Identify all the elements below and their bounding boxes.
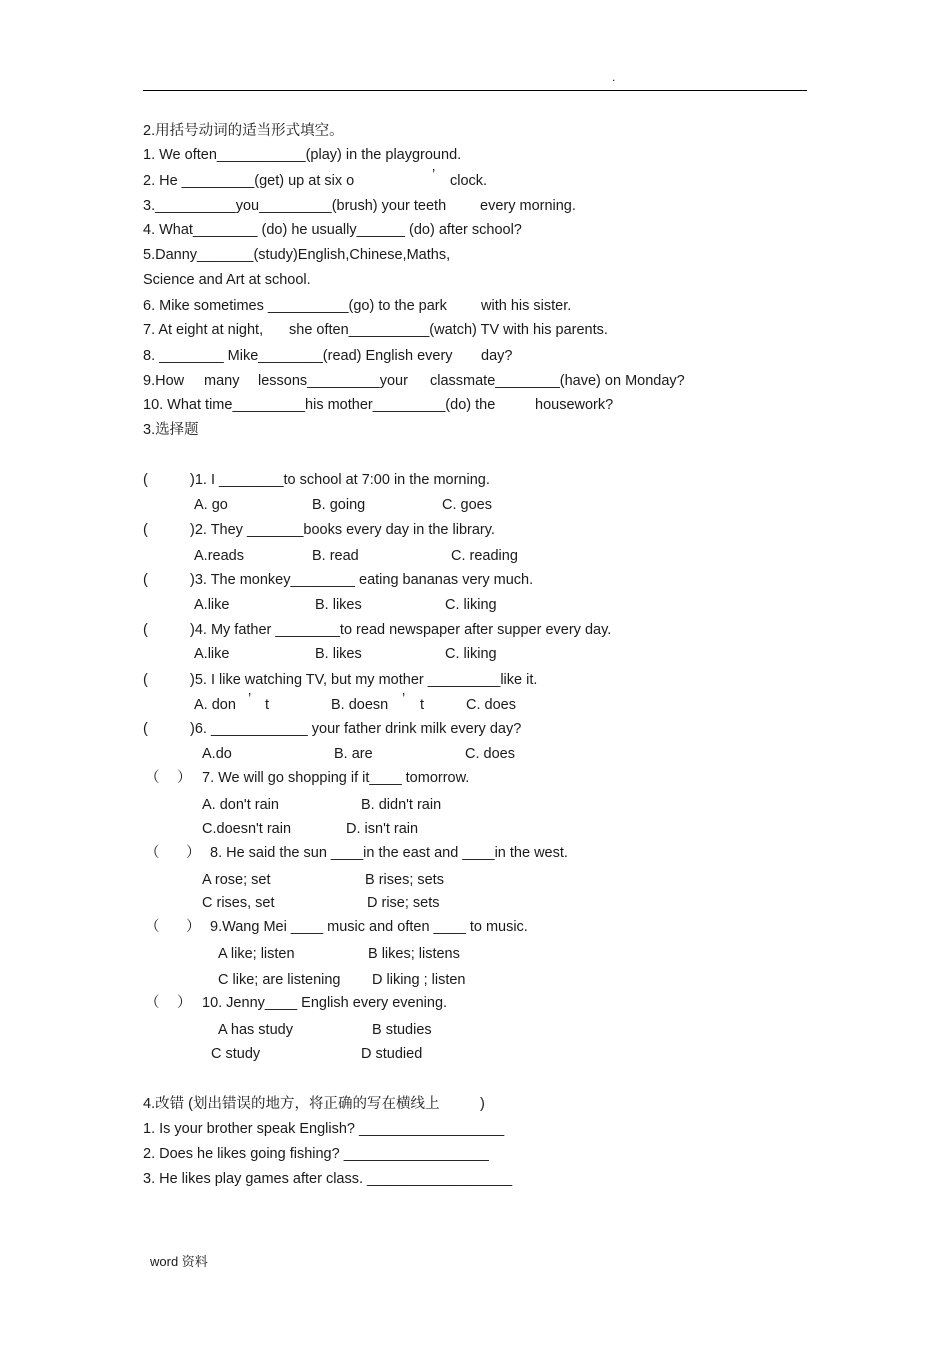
q4-option-c: C. liking bbox=[445, 646, 497, 662]
s4-line-2: 2. Does he likes going fishing? __________________ bbox=[143, 1146, 489, 1162]
q1-option-a: A. go bbox=[194, 497, 228, 513]
q10-option-b: B studies bbox=[372, 1022, 432, 1038]
q6-stem: )6. ____________ your father drink milk every day? bbox=[190, 721, 522, 737]
q4-paren: ( bbox=[143, 622, 148, 638]
s2-line-5b: Science and Art at school. bbox=[143, 272, 311, 288]
q4-stem: )4. My father ________to read newspaper after supper every day. bbox=[190, 622, 612, 638]
q7-paren-open: （ bbox=[145, 770, 160, 786]
s2-line-6: 6. Mike sometimes __________(go) to the park bbox=[143, 298, 447, 314]
q6-option-a: A.do bbox=[202, 746, 232, 762]
q5-option-a: A. don bbox=[194, 697, 236, 713]
s2-line-9-c: lessons_________your bbox=[258, 373, 408, 389]
q5-option-c: C. does bbox=[466, 697, 516, 713]
s4-line-1: 1. Is your brother speak English? __________________ bbox=[143, 1121, 505, 1137]
s2-line-10-end: housework? bbox=[535, 397, 614, 413]
s2-line-7-end: she often__________(watch) TV with his parents. bbox=[289, 322, 608, 338]
q7-option-c: C.doesn't rain bbox=[202, 821, 292, 837]
q9-stem: 9.Wang Mei ____ music and often ____ to music. bbox=[210, 919, 528, 935]
s2-line-2: 2. He _________(get) up at six o bbox=[143, 173, 355, 189]
q2-paren: ( bbox=[143, 522, 148, 538]
q7-option-b: B. didn't rain bbox=[361, 797, 442, 813]
q10-option-c: C study bbox=[211, 1046, 261, 1062]
q2-option-c: C. reading bbox=[451, 548, 518, 564]
q7-stem: 7. We will go shopping if it____ tomorrow. bbox=[202, 770, 470, 786]
s2-line-9-b: many bbox=[204, 373, 240, 389]
q3-option-a: A.like bbox=[194, 597, 230, 613]
q5-option-a-end: t bbox=[265, 697, 270, 713]
s2-line-7: 7. At eight at night, bbox=[143, 322, 264, 338]
q10-option-a: A has study bbox=[218, 1022, 293, 1038]
q8-stem: 8. He said the sun ____in the east and ____in the west. bbox=[210, 845, 568, 861]
q10-stem: 10. Jenny____ English every evening. bbox=[202, 995, 448, 1011]
q8-option-a: A rose; set bbox=[202, 872, 271, 888]
q9-paren-open: （ bbox=[145, 919, 160, 935]
q8-option-b: B rises; sets bbox=[365, 872, 444, 888]
s2-line-1: 1. We often___________(play) in the playground. bbox=[143, 147, 462, 163]
q10-paren-close: ） bbox=[177, 995, 192, 1011]
q7-paren-close: ） bbox=[177, 770, 192, 786]
q1-stem: )1. I ________to school at 7:00 in the morning. bbox=[190, 472, 490, 488]
q9-option-a: A like; listen bbox=[218, 946, 295, 962]
q2-option-b: B. read bbox=[312, 548, 359, 564]
s2-line-3-end: every morning. bbox=[480, 198, 576, 214]
s2-line-2-apostrophe: ’ bbox=[432, 167, 436, 183]
q4-option-b: B. likes bbox=[315, 646, 362, 662]
q5-stem: )5. I like watching TV, but my mother _________like it. bbox=[190, 672, 538, 688]
header-rule bbox=[143, 90, 807, 91]
s2-line-4: 4. What________ (do) he usually______ (do) after school? bbox=[143, 222, 522, 238]
q5-paren: ( bbox=[143, 672, 148, 688]
s4-line-3: 3. He likes play games after class. __________________ bbox=[143, 1171, 513, 1187]
q7-option-d: D. isn't rain bbox=[346, 821, 419, 837]
q1-option-c: C. goes bbox=[442, 497, 492, 513]
q9-option-c: C like; are listening bbox=[218, 972, 341, 988]
q3-stem: )3. The monkey________ eating bananas very much. bbox=[190, 572, 534, 588]
q9-option-d: D liking ; listen bbox=[372, 972, 466, 988]
q9-option-b: B likes; listens bbox=[368, 946, 460, 962]
q8-option-d: D rise; sets bbox=[367, 895, 440, 911]
q5-option-a-apostrophe: ’ bbox=[248, 691, 252, 707]
q9-paren-close: ） bbox=[186, 919, 201, 935]
q10-option-d: D studied bbox=[361, 1046, 423, 1062]
q5-option-b-apostrophe: ’ bbox=[402, 691, 406, 707]
q4-option-a: A.like bbox=[194, 646, 230, 662]
q3-option-b: B. likes bbox=[315, 597, 362, 613]
q5-option-b-end: t bbox=[420, 697, 425, 713]
section3-title: 3.选择题 bbox=[143, 422, 199, 438]
section4-title-close: ) bbox=[480, 1096, 485, 1112]
s2-line-9-d: classmate________(have) on Monday? bbox=[430, 373, 685, 389]
q8-paren-close: ） bbox=[186, 845, 201, 861]
q1-paren: ( bbox=[143, 472, 148, 488]
header-dot: . bbox=[612, 70, 616, 84]
q7-option-a: A. don't rain bbox=[202, 797, 279, 813]
q8-option-c: C rises, set bbox=[202, 895, 275, 911]
s2-line-9-a: 9.How bbox=[143, 373, 185, 389]
q2-option-a: A.reads bbox=[194, 548, 244, 564]
q6-option-b: B. are bbox=[334, 746, 373, 762]
q3-option-c: C. liking bbox=[445, 597, 497, 613]
q3-paren: ( bbox=[143, 572, 148, 588]
s2-line-10: 10. What time_________his mother_________(do) the bbox=[143, 397, 496, 413]
q6-option-c: C. does bbox=[465, 746, 515, 762]
s2-line-6-end: with his sister. bbox=[481, 298, 572, 314]
section2-title: 2.用括号动词的适当形式填空。 bbox=[143, 123, 344, 139]
s2-line-8-end: day? bbox=[481, 348, 513, 364]
q2-stem: )2. They _______books every day in the library. bbox=[190, 522, 495, 538]
q5-option-b: B. doesn bbox=[331, 697, 389, 713]
q10-paren-open: （ bbox=[145, 995, 160, 1011]
s2-line-8: 8. ________ Mike________(read) English every bbox=[143, 348, 453, 364]
q1-option-b: B. going bbox=[312, 497, 366, 513]
s2-line-5: 5.Danny_______(study)English,Chinese,Maths, bbox=[143, 247, 451, 263]
s2-line-2-end: clock. bbox=[450, 173, 488, 189]
q6-paren: ( bbox=[143, 721, 148, 737]
section4-title: 4.改错 (划出错误的地方，将正确的写在横线上 bbox=[143, 1096, 440, 1112]
footer-label: word 资料 bbox=[150, 1254, 208, 1269]
s2-line-3: 3.__________you_________(brush) your teeth bbox=[143, 198, 447, 214]
q8-paren-open: （ bbox=[145, 845, 160, 861]
